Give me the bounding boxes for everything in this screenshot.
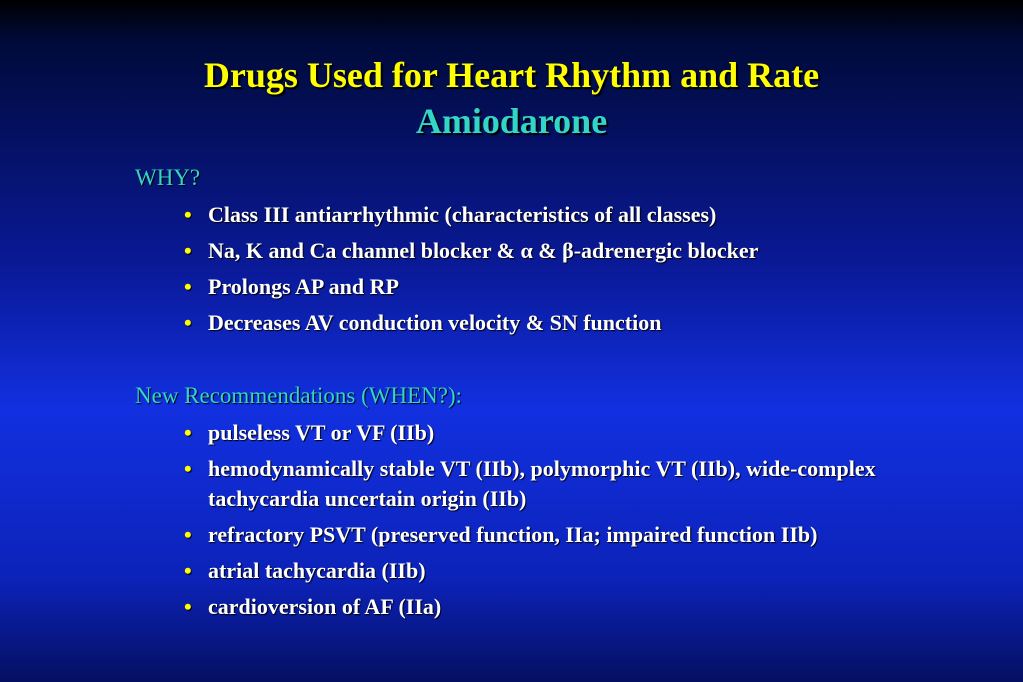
bullet-icon: • [184,310,192,335]
bullet-text: Prolongs AP and RP [208,274,399,299]
bullet-text: refractory PSVT (preserved function, IIa; impaired function IIb) [208,522,818,547]
bullet-item [184,236,914,266]
bullet-icon: • [184,274,192,299]
bullet-icon: • [184,202,192,227]
bullet-icon: • [184,558,192,583]
bullet-text: cardioversion of AF (IIa) [208,594,442,619]
bullet-list-when [184,418,914,628]
bullet-text: pulseless VT or VF (IIb) [208,420,435,445]
bullet-item [184,556,914,586]
bullet-item [184,272,914,302]
bullet-item [184,418,914,448]
bullet-list-why [184,200,914,344]
bullet-text: atrial tachycardia (IIb) [208,558,426,583]
section-heading-when: New Recommendations (WHEN?): [135,383,463,408]
title-line-drug: Amiodarone [415,101,608,141]
bullet-text: hemodynamically stable VT (IIb), polymorphic VT (IIb), wide-complex tachycardia uncertain origin (IIb) [208,456,876,511]
bullet-icon: • [184,594,192,619]
bullet-text: Class III antiarrhythmic (characteristics of all classes) [208,202,717,227]
bullet-item [184,520,914,550]
bullet-item [184,200,914,230]
bullet-text: Decreases AV conduction velocity & SN function [208,310,662,335]
bullet-icon: • [184,456,192,481]
bullet-item [184,308,914,338]
bullet-icon: • [184,522,192,547]
section-heading-why: WHY? [135,165,201,190]
bullet-text: Na, K and Ca channel blocker & α & β-adrenergic blocker [208,238,759,263]
bullet-item [184,454,914,514]
bullet-icon: • [184,238,192,263]
title-line-main: Drugs Used for Heart Rhythm and Rate [203,55,820,95]
slide-title [0,52,1023,144]
bullet-icon: • [184,420,192,445]
bullet-item [184,592,914,622]
